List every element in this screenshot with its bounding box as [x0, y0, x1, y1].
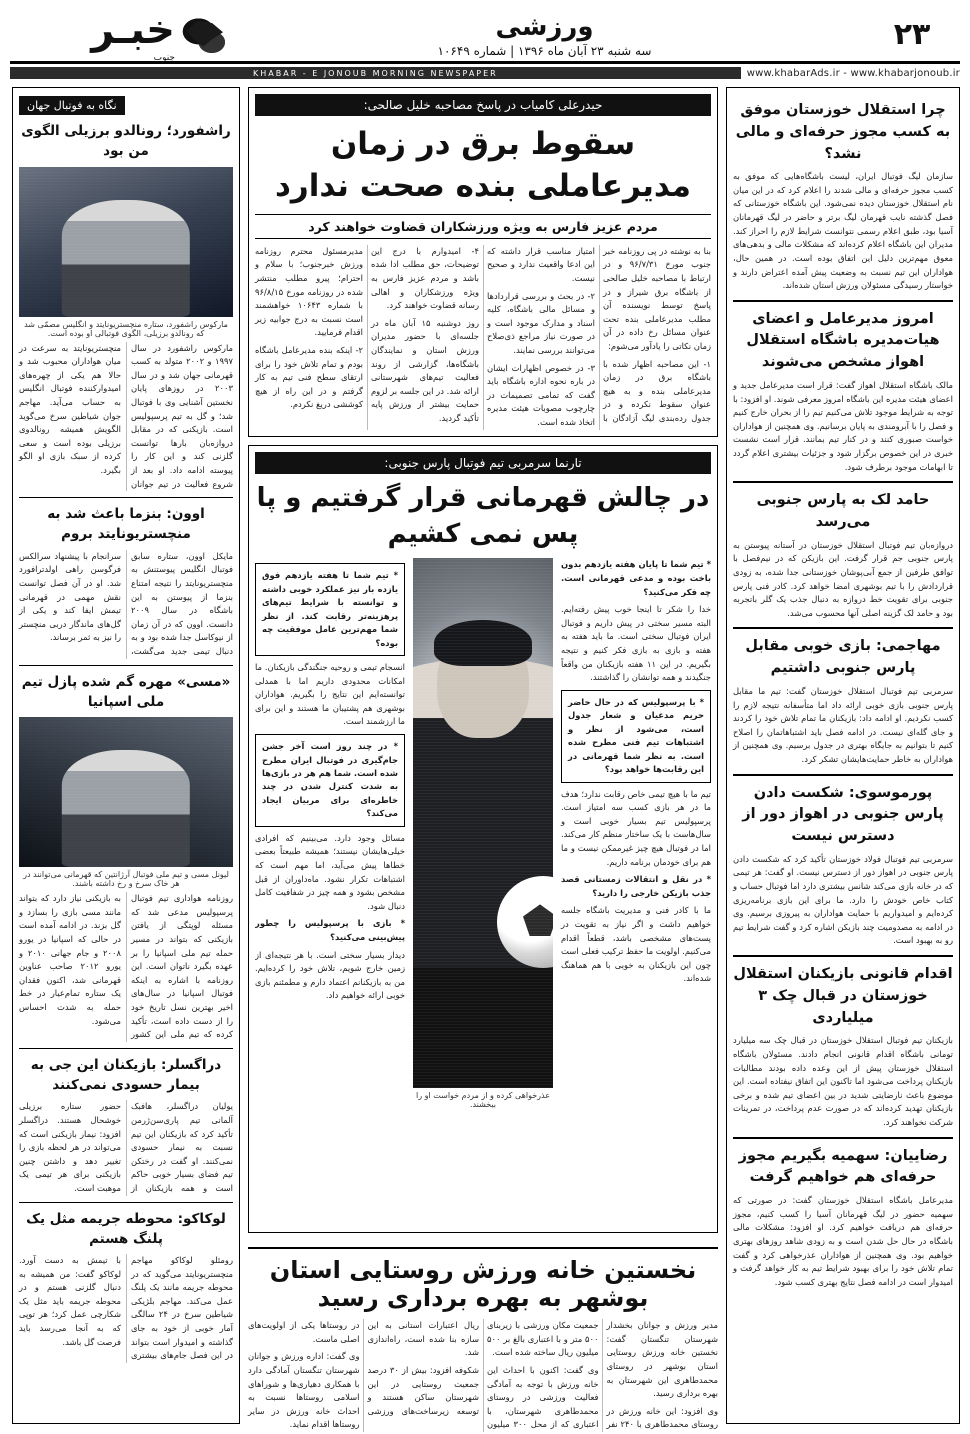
story-brq-subhead: مردم عزیز فارس به ویژه ورزشکاران قضاوت خواهند کرد — [255, 214, 711, 239]
story-village-p5: وی گفت: اداره ورزش و جوانان شهرستان تنگستان آمادگی دارد با همکاری دهیاری‌ها و شوراهای اسلامی روستاها نسبت به احداث خانه ورزش در سایر روستاها اقدام نماید. — [248, 1351, 360, 1430]
story-village-gym — [248, 1247, 718, 1432]
left-headline-4: دراگسلر: بازیکنان این جی به بیمار حسودی نمی‌کنند — [30, 1056, 222, 1094]
story-village-p1: مدیر ورزش و جوانان بخشدار شهرستان تنگستان گفت: نخستین خانه ورزش روستایی استان بوشهر در روستای محمدطاهری این شهرستان به بهره برداری رسید. — [606, 1320, 718, 1399]
right-body-6: بازیکنان تیم فوتبال استقلال خوزستان در قبال چک سه میلیارد تومانی باشگاه اقدام قانونی انجام دادند. مسئولان باشگاه استقلال خوزستان پیش از این وعده داده بودند مطالبات بازیکنان پرداخت می‌شود اما تاکنون این اتفاق نیفتاده است. این موضوع باعث نارضایتی شدید در بین اعضای تیم شده و برخی بازیکنان تهدید کرده‌اند که در صورت عدم پرداخت، در تمرینات شرکت نخواهند کرد. — [733, 1035, 953, 1127]
story-pars — [248, 445, 718, 1234]
logo-wordmark: خبـر — [91, 6, 175, 53]
page-content — [10, 87, 960, 1432]
story-pars-a4: انسجام تیمی و روحیه جنگندگی بازیکنان. ما امکانات محدودی داریم اما با همدلی توانسته‌ایم این نتایج را بگیریم. هواداران بوشهری هم پشتیبان ما هستند و این برای ما ارزشمند است. — [255, 662, 405, 727]
right-headline-2: امروز مدیرعامل و اعضای هیات‌مدیره باشگاه استقلال اهواز مشخص می‌شوند — [746, 310, 940, 371]
left-body-2: مایکل اوون، ستاره سابق فوتبال انگلیس پیوستنش به منچستریونایتد را نتیجه امتناع بنزما از پیوستن به این باشگاه در سال ۲۰۰۹ دانست. اوون که در آن زمان از نیوکاسل جدا شده بود و به دنبال تیمی جدید می‌گشت، سرانجام با پیشنهاد سرالکس فرگوسن راهی اولدترافورد شد. او در آن فصل توانست نقش مهمی در قهرمانی تیمش ایفا کند و یکی از گل‌های ماندگار دربی منچستر را نیز به ثمر برساند. — [19, 550, 233, 656]
story-pars-note2: * در نقل و انتقالات زمستانی قصد جذب بازیکن خارجی را دارید؟ — [561, 874, 711, 898]
story-village-headline: نخستین خانه ورزش روستایی استان بوشهر به بهره برداری رسید — [269, 1256, 697, 1313]
left-headline-3: «مسی» مهره گم شده پازل تیم ملی اسپانیا — [21, 673, 231, 710]
story-brq-p5: ۴- امیدوارم با درج این توضیحات، حق مطلب ادا شده باشد و مردم عزیز فارس به ویژه ورزشکاران و اهالی رسانه قضاوت خواهند کرد. — [371, 245, 479, 311]
left-body-3: روزنامه هواداری تیم فوتبال پرسپولیس مدعی شد که مسئله لوپتگی از یافتن بازیکنی که بتواند در مسیر حمله تیم ملی اسپانیا را بر عهده بگیرد ناتوان است. این روزنامه با اشاره به اینکه فوتبال اسپانیا در سال‌های اخیر بهترین نسل تاریخ خود را از دست داده است، تأکید کرده که تیم ملی این کشور به بازیکنی نیاز دارد که بتواند مانند مسی بازی را بسازد و گل بزند. در ادامه آمده است در حالی که اسپانیا در یورو ۲۰۰۸ و جام جهانی ۲۰۱۰ و یورو ۲۰۱۲ صاحب عناوین قهرمانی شد، اکنون فقدان یک ستاره تمام‌عیار در خط حمله به شدت احساس می‌شود. — [19, 893, 233, 1040]
story-brq-s3: ۲- اینکه بنده مدیرعامل باشگاه بودم و تمام تلاش خود را برای ارتقای سطح فنی تیم به کار گرفتم و در این راه از هیچ کوششی دریغ نکردم. — [255, 344, 363, 410]
eagle-icon — [181, 17, 225, 53]
masthead-urls[interactable]: www.khabarAds.ir - www.khabarjonoub.ir — [746, 67, 960, 79]
right-body-1: سازمان لیگ فوتبال ایران، لیست باشگاه‌هایی که موفق به کسب مجوز حرفه‌ای و مالی شدند را اعلام کرد که در این میان نام استقلال خوزستان دیده نمی‌شود. این باشگاه خوزستانی که فصل گذشته نایب قهرمان لیگ برتر و حاضر در لیگ قهرمانان آسیا بود، طبق اعلام رسمی نتوانست شرایط لازم را احراز کند. مدیران این باشگاه اعلام کرده‌اند که مشکلات مالی و بدهی‌های معوق مهم‌ترین دلیل این اتفاق بوده است. در همین حال، هواداران این تیم نسبت به وضعیت پیش آمده اعتراض دارند و خواستار رسیدگی مسئولان ورزش استان شده‌اند. — [733, 171, 953, 291]
right-headline-5: پورموسوی: شکست دادن پارس جنوبی در اهواز دور از دسترس نیست — [742, 784, 944, 845]
masthead-strip: KHABAR - E JONOUB MORNING NEWSPAPER — [10, 67, 741, 79]
masthead-left — [864, 8, 960, 61]
messi-photo — [19, 717, 233, 867]
right-headline-7: رضاییان: سهمیه بگیریم مجوز حرفه‌ای هم خواهیم گرفت — [738, 1147, 948, 1186]
masthead-center — [225, 8, 864, 61]
story-brq — [248, 87, 718, 437]
left-headline-2: اوون: بنزما باعث شد به منچستریونایتد بروم — [47, 506, 205, 543]
column-left — [12, 87, 240, 1432]
left-headline-5: لوکاکو: محوطه جریمه مثل یک پلنگ هستم — [26, 1210, 226, 1247]
story-pars-q1: * تیم شما تا پایان هفته یازدهم بدون باخت بوده و مدعی قهرمانی است. چه فکر می‌کنید؟ — [561, 559, 711, 597]
right-body-7: مدیرعامل باشگاه استقلال خوزستان گفت: در صورتی که سهمیه حضور در لیگ قهرمانان آسیا را کسب کنیم، مجوز حرفه‌ای هم دریافت خواهیم کرد. او افزود: مشکلات مالی باشگاه در حال حل شدن است و به زودی شاهد روزهای بهتری خواهیم بود. وی همچنین از هواداران عذرخواهی کرد و گفت تمام تلاش خود را برای بهبود شرایط تیم به کار خواهد گرفت و امیدوار است در ادامه فصل نتایج بهتری کسب شود. — [733, 1195, 953, 1287]
story-brq-s1: روز دوشنبه ۱۵ آبان ماه در جلسه‌ای با حضور مدیران ورزش استان و نمایندگان باشگاه‌ها، گزارشی از روند فعالیت تیم‌های شهرستانی ارائه شد. در این جلسه بر لزوم حمایت بیشتر از ورزش پایه تأکید گردید. — [371, 317, 480, 423]
masthead-logo — [10, 8, 225, 61]
logo-subtitle: جنوب — [153, 52, 175, 63]
coach-photo-caption: عذرخواهی کرده و از مردم خواست او را ببخشند. — [416, 1091, 550, 1110]
story-village-body — [248, 1319, 718, 1432]
coach-photo — [413, 558, 553, 1088]
story-pars-note1: * با پرسپولیس که در حال حاضر حریم مدعیان و شعار جدول است، می‌شود از نظر و اشتباهات تیم فنی مطرح شده است. به نظر شما قهرمانی در این رقابت‌ها خواهد بود؟ — [561, 690, 711, 783]
world-football-tag: نگاه به فوتبال جهان — [19, 96, 125, 115]
story-village-p2: وی افزود: این خانه ورزش در روستای محمدطاهری با ۲۴۰ نفر جمعیت مکان ورزشی با زیربنای ۵۰۰ متر و با اعتباری بالغ بر ۵۰۰ میلیون ریال ساخته شده است. — [487, 1320, 718, 1430]
right-headline-1: چرا استقلال خوزستان موفق به کسب مجوز حرفه‌ای و مالی نشد؟ — [735, 102, 951, 162]
right-column-box — [726, 87, 960, 1424]
story-pars-a1: خدا را شکر تا اینجا خوب پیش رفته‌ایم. البته مسیر سختی در پیش داریم و فوتبال ایران فوتبال سختی است. ما باید هفته به هفته و بازی به بازی فکر کنیم و نتیجه بگیریم. در این ۱۱ هفته بازیکنان من واقعاً جنگیدند و همه توانشان را گذاشتند. — [561, 604, 711, 683]
story-village-p3: وی گفت: اکنون با احداث این خانه ورزش با توجه به آمادگی فعالیت ورزشی در روستای محمدطاهری شهرستان، با اعتباری که از محل ۳۰۰ میلیون ریال اعتبارات استانی به این سازه بنا شده است، راه‌اندازی شد. — [367, 1320, 599, 1430]
column-right — [726, 87, 960, 1432]
right-body-5: سرمربی تیم فوتبال فولاد خوزستان تأکید کرد که شکست دادن پارس جنوبی در اهواز دور از دسترس نیست. او گفت: هر تیمی که در خانه بازی می‌کند شانس بیشتری دارد اما فوتبال حساب و کتاب خاص خودش را دارد. ما برای این بازی برنامه‌ریزی کرده‌ایم و امیدواریم با حمایت هواداران به پیروزی برسیم. وی در ادامه به مصدومیت چند بازیکن اشاره کرد و گفت شرایط تیم رو به بهبود است. — [733, 853, 953, 946]
right-headline-6: اقدام قانونی بازیکنان استقلال خوزستان در قبال چک ۳ میلیاردی — [733, 966, 953, 1026]
right-body-4: سرمربی تیم فوتبال استقلال خوزستان گفت: تیم ما مقابل پارس جنوبی بازی خوبی ارائه داد اما متأسفانه نتیجه لازم را کسب نکردیم. او ادامه داد: بازیکنان ما تمام تلاش خود را کردند و جای گله‌ای نیست. در ادامه فصل باید اشتباهاتمان را اصلاح کنیم تا بتوانیم به جایگاه بهتری در جدول برسیم. وی همچنین از هواداران به خاطر حمایت‌هایشان تشکر کرد. — [733, 685, 953, 764]
story-brq-body — [255, 245, 711, 430]
page-number: ۲۳ — [893, 17, 931, 52]
section-title: ورزشی — [495, 11, 594, 42]
story-brq-p2: ۱- این مصاحبه اظهار شده با باشگاه برق در زمان مدیرعاملی بنده و به هیچ عنوان سقوط نکرده و در جدول رده‌بندی لیگ آزادگان با امتیاز مناسب قرار داشته که این ادعا واقعیت ندارد و صحیح نیست. — [487, 245, 711, 423]
story-pars-a2: تیم ما با هیچ تیمی خاص رقابت ندارد؛ هدف ما در هر بازی کسب سه امتیاز است. پرسپولیس تیم بسیار خوبی است و سال‌هاست با یک ساختار منظم کار می‌کند. اما در فوتبال هیچ چیز غیرممکن نیست و ما هم برای خودمان برنامه داریم. — [561, 788, 711, 867]
column-middle — [248, 87, 718, 1432]
story-pars-a3: ما با کادر فنی و مدیریت باشگاه جلسه خواهیم داشت و اگر نیاز به تقویت در پست‌های مشخصی باشد، قطعاً اقدام می‌کنیم. اولویت ما حفظ ترکیب فعلی است چون این بازیکنان به خوبی با هم هماهنگ شده‌اند. — [561, 905, 711, 984]
rashford-caption: مارکوس راشفورد، ستاره منچستریونایتد و انگلیس مصمّی شد که رونالدو برزیلی، الگوی فوتبالی او بوده است. — [24, 319, 228, 338]
story-pars-col-a — [561, 558, 711, 1226]
story-pars-col-b — [255, 558, 405, 1226]
masthead — [10, 8, 960, 64]
story-brq-p4: ۳- در خصوص اظهارات ایشان در باره نحوه اداره باشگاه باید گفت که تمامی تصمیمات در چارچوب مصوبات هیئت مدیره اتخاذ شده است. — [487, 362, 595, 427]
story-brq-p1: بنا به نوشته در پی روزنامه خبر جنوب مورخ ۹۶/۷/۳۱ و در ارتباط با مصاحبه خلیل صالحی از باشگاه برق شیراز و در پاسخ توسط نویسنده آن مطلب مدیرعاملی بنده تحت عنوان مسائل رخ داده در آن زمان نکاتی را یادآور می‌شوم: — [603, 245, 711, 351]
story-pars-kicker: تارنما سرمربی تیم فوتبال پارس جنوبی: — [255, 452, 711, 474]
left-column-box — [12, 87, 240, 1424]
right-body-3: دروازه‌بان تیم فوتبال استقلال خوزستان در آستانه پیوستن به پارس جنوبی جم قرار گرفت. این بازیکن که در نیم‌فصل با توافق طرفین از جمع آبی‌پوشان خوزستانی جدا شده، به زودی قراردادش را با تیم بوشهری امضا خواهد کرد. کادر فنی پارس جنوبی برای تقویت خط دروازه به دنبال جذب یک گلر باتجربه بود و حامد لک گزینه اصلی آنها محسوب می‌شد. — [733, 539, 953, 618]
rashford-photo — [19, 167, 233, 317]
story-pars-note3: * تیم شما تا هفته یازدهم فوق یازده بار نیز عملکرد خوبی داشته و توانسته با شرایط تیم‌های پرهزینه‌تر رقابت کند. از نظر شما مهم‌ترین عامل موفقیت چه بوده؟ — [255, 563, 405, 656]
story-pars-a5: مسائل وجود دارد. می‌بینیم که افرادی خیلی‌هایشان نیستند؛ همیشه طبیعتاً بعضی خطاها پیش می‌آید، اما مهم است که اشتباهات تکرار نشود. ماه‌داوران از قبل مشخص بشود و همه چیز در شفافیت کامل دنبال شود. — [255, 832, 405, 911]
left-body-1: مارکوس راشفورد در سال ۱۹۹۷ و ۲۰۰۲ متولد به کسب قهرمانی جهان شد و در سال ۲۰۰۳ در روزهای پایان نخستین آشنایی وی با فوتبال شد؛ و گل به تیم پرسپولیس است. بازیکنی که در مقابل دروازه‌بان بارها توانست گلزنی کند و این کار را پیوسته ادامه داد. او بعد از شروع فعالیت در تیم جوانان منچستریونایتد به سرعت در میان هواداران محبوب شد و حالا هم یکی از چهره‌های امیدوارکننده فوتبال انگلیس به حساب می‌آید. مهاجم جوان شیاطین سرخ می‌گوید الگویش همیشه رونالدوی برزیلی بوده است و سعی کرده از سبک بازی او الگو بگیرد. — [19, 342, 233, 489]
story-pars-note5: * بازی با پرسپولیس را چطور پیش‌بینی می‌کنید؟ — [255, 918, 405, 942]
story-pars-note4: * در چند روز است آخر جشن جام‌گیری در فوتبال ایران مطرح شده است. شما هم هر در بازی‌ها به شدت کنترل شدن در چند خاطره‌ای برای مربیان ایجاد می‌کند؟ — [255, 734, 405, 827]
story-pars-a6: دیدار بسیار سختی است. با هر نتیجه‌ای از زمین خارج شویم، تلاش خود را کرده‌ایم. من به بازیکنانم اعتماد دارم و مطمئنم بازی خوبی ارائه خواهیم داد. — [255, 949, 405, 1001]
story-brq-kicker: حیدرعلی کامیاب در پاسخ مصاحبه خلیل صالحی: — [255, 94, 711, 116]
left-body-5: رومئلو لوکاکو مهاجم منچستریونایتد می‌گوید که در محوطه جریمه مانند یک پلنگ عمل می‌کند. مهاجم بلژیکی شیاطین سرخ در ۲۴ سالگی آمار خوبی از خود به جای گذاشته و امیدوار است بتواند در این فصل جام‌های بیشتری با تیمش به دست آورد. لوکاکو گفت: من همیشه به دنبال گلزنی هستم و در محوطه جریمه باید مثل یک شکارچی عمل کرد؛ هر توپی که به آنجا می‌رسد باید فرصت گل باشد. — [19, 1255, 233, 1361]
issue-line: سه شنبه ۲۳ آبان ماه ۱۳۹۶ | شماره ۱۰۶۴۹ — [437, 43, 652, 58]
story-pars-headline: در چالش قهرمانی قرار گرفتیم و پا پس نمی کشیم — [256, 482, 710, 549]
story-brq-p3: ۲- در بحث و بررسی قراردادها و مسائل مالی باشگاه، کلیه اسناد و مدارک موجود است و در صورت نیاز مراجع ذی‌صلاح می‌توانند بررسی نمایند. — [487, 290, 595, 355]
messi-caption: لیونل مسی و تیم ملی فوتبال آرژانتین که قهرمانی می‌توانند در هر خاک سرخ و رخ داشته باشند. — [23, 870, 229, 889]
right-body-2: مالک باشگاه استقلال اهواز گفت: قرار است مدیرعامل جدید و اعضای هیئت مدیره این باشگاه امروز معرفی شوند. او افزود: با توجه به شرایط موجود تلاش می‌کنیم تیم را از بحران خارج کنیم و فصل را با آبرومندی به پایان برسانیم. وی همچنین از هواداران خواست صبوری کنند و در کنار تیم بمانند. قرار است نشست خبری در این خصوص برگزار شود و جزئیات بیشتری اعلام گردد تا ابهامات موجود برطرف شود. — [733, 379, 953, 472]
right-headline-4: مهاجمی: بازی خوبی مقابل پارس جنوبی داشتیم — [745, 638, 941, 677]
story-village-p4: شکوفه افزود: بیش از ۳۰ درصد جمعیت روستایی در این شهرستان ساکن هستند و توسعه زیرساخت‌های ورزشی در روستاها یکی از اولویت‌های اصلی ماست. — [248, 1320, 479, 1416]
story-brq-headline: سقوط برق در زمان مدیرعاملی بنده صحت ندارد — [275, 126, 691, 204]
right-headline-3: حامد لک به پارس جنوبی می‌رسد — [756, 492, 930, 530]
left-headline-1: راشفورد؛ رونالدو برزیلی الگوی من بود — [21, 123, 231, 160]
story-brq-s2: مدیرمسئول محترم روزنامه ورزش خبرجنوب؛ با سلام و احترام؛ پیرو مطلب منتشر شده در روزنامه مورخ ۹۶/۸/۱۵ با شماره ۱۰۶۴۳ خواهشمند است نسبت به درج جوابیه زیر اقدام فرمایید. — [255, 245, 363, 338]
left-body-4: یولیان دراگسلر، هافبک آلمانی تیم پاری‌سن‌ژرمن تأکید کرد که بازیکنان این تیم نسبت به نیمار حسودی نمی‌کنند. او گفت در رختکن تیم فضای بسیار خوبی حاکم است و همه بازیکنان از حضور ستاره برزیلی خوشحال هستند. دراگسلر افزود: نیمار بازیکنی است که می‌تواند در هر لحظه بازی را تغییر دهد و داشتن چنین بازیکنی برای هر تیمی یک موهبت است. — [19, 1101, 233, 1193]
